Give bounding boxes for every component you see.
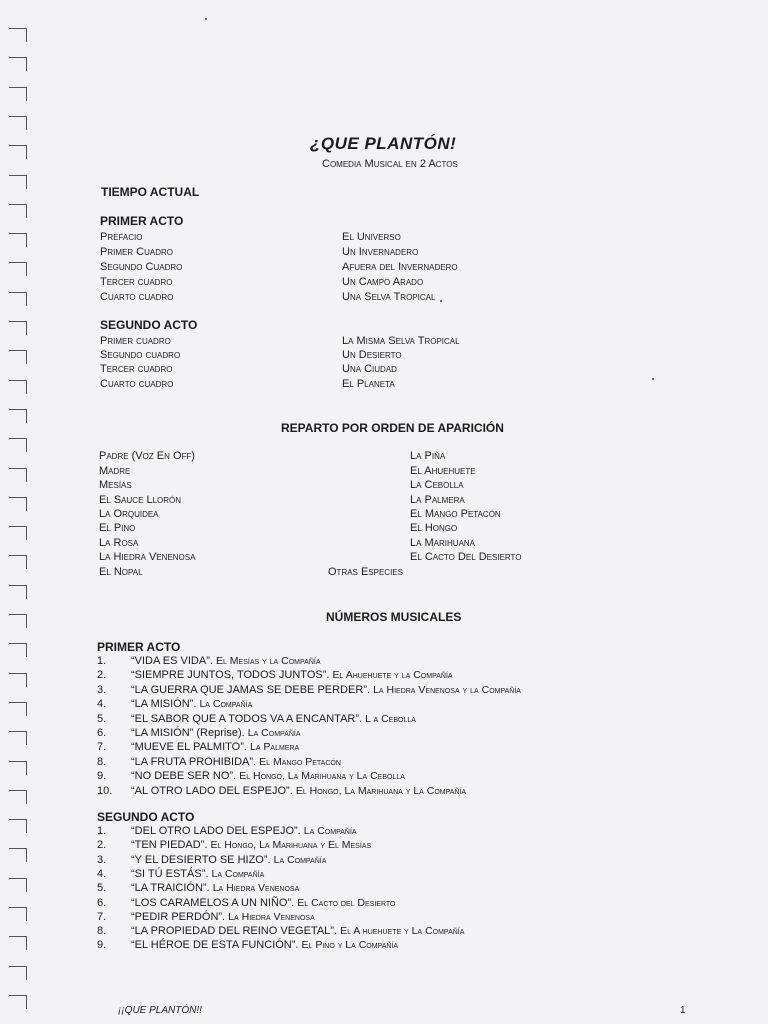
song-number: 5. <box>97 882 107 895</box>
binding-hole-mark <box>9 848 27 862</box>
song-performer: La Compañía <box>273 853 327 866</box>
scene-place: El Planeta <box>342 378 395 390</box>
song-row <box>131 741 299 753</box>
binding-hole-mark <box>9 175 27 189</box>
song-performer: El Hongo, La Marihuana y La Compañía <box>295 784 467 797</box>
song-performer: La Compañía <box>303 825 357 837</box>
song-number: 8. <box>97 755 107 768</box>
song-title: “EL SABOR QUE A TODOS VA A ENCANTAR”. <box>131 712 363 725</box>
scene-place: La Misma Selva Tropical <box>342 335 460 347</box>
page-title: ¿QUE PLANTÓN! <box>310 134 457 153</box>
scene-name: Primer Cuadro <box>100 246 174 258</box>
song-title: “EL HÉROE DE ESTA FUNCIÓN”. <box>131 939 299 952</box>
song-performer: La Compañía <box>199 698 253 711</box>
song-number: 3. <box>97 683 107 696</box>
binding-hole-mark <box>9 555 27 569</box>
scene-name: Tercer cuadro <box>100 276 173 288</box>
cast-heading: REPARTO POR ORDEN DE APARICIÓN <box>281 421 504 435</box>
song-number: 4. <box>97 867 107 880</box>
song-row <box>131 756 341 768</box>
song-number: 1. <box>97 655 107 667</box>
scene-name: Segundo cuadro <box>100 349 181 361</box>
scan-speck <box>205 18 207 20</box>
song-row <box>131 868 264 880</box>
scene-name: Primer cuadro <box>100 335 171 347</box>
binding-hole-mark <box>9 145 27 159</box>
cast-member: La Piña <box>410 450 446 462</box>
song-title: “AL OTRO LADO DEL ESPEJO”. <box>131 784 293 797</box>
cast-member: El Mango Petacón <box>410 508 501 520</box>
song-row <box>131 655 321 667</box>
cast-member: El Pino <box>99 522 136 534</box>
song-number: 9. <box>97 770 107 783</box>
cast-member: La Marihuana <box>410 537 476 549</box>
scene-name: Cuarto cuadro <box>100 291 174 303</box>
song-title: “DEL OTRO LADO DEL ESPEJO”. <box>131 825 301 837</box>
song-title: “LA PROPIEDAD DEL REINO VEGETAL”. <box>131 925 337 938</box>
song-row <box>131 939 398 951</box>
binding-hole-mark <box>9 28 27 42</box>
song-performer: El Mesías y la Compañía <box>215 655 321 667</box>
cast-member: El Nopal <box>99 566 143 578</box>
binding-hole-mark <box>9 966 27 980</box>
song-row <box>131 727 301 739</box>
binding-hole-mark <box>9 409 27 423</box>
song-row <box>131 911 315 923</box>
binding-hole-mark <box>9 614 27 628</box>
binding-hole-mark <box>9 468 27 482</box>
cast-member: El Ahuehuete <box>410 465 476 477</box>
scan-speck <box>652 378 654 380</box>
song-number: 6. <box>97 896 107 909</box>
act-2-heading: SEGUNDO ACTO <box>100 318 198 332</box>
cast-member: Otras Especies <box>328 566 403 578</box>
cast-member: La Cebolla <box>410 479 464 491</box>
scan-speck <box>440 300 442 302</box>
scene-place: Afuera del Invernadero <box>342 261 458 273</box>
scene-place: Un Campo Arado <box>342 276 424 288</box>
binding-hole-mark <box>9 116 27 130</box>
song-row <box>131 897 396 909</box>
song-title: “NO DEBE SER NO”. <box>131 770 237 783</box>
binding-hole-mark <box>9 936 27 950</box>
scene-place: Un Desierto <box>342 349 402 361</box>
binding-hole-mark <box>9 643 27 657</box>
binding-hole-mark <box>9 292 27 306</box>
song-performer: La Palmera <box>250 741 300 754</box>
song-row <box>131 825 357 837</box>
song-row <box>131 854 326 866</box>
song-number: 2. <box>97 839 107 852</box>
song-title: “MUEVE EL PALMITO”. <box>131 741 247 754</box>
song-title: “Y EL DESIERTO SE HIZO”. <box>131 853 271 866</box>
binding-hole-mark <box>9 995 27 1009</box>
song-title: “LOS CARAMELOS A UN NIÑO”. <box>131 896 295 909</box>
act-1-heading: PRIMER ACTO <box>100 214 184 228</box>
cast-member: El Sauce Llorón <box>99 494 182 506</box>
cast-member: El Cacto Del Desierto <box>410 551 522 563</box>
binding-hole-mark <box>9 57 27 71</box>
cast-member: Madre <box>99 465 131 477</box>
binding-hole-mark <box>9 204 27 218</box>
scene-name: Cuarto cuadro <box>100 378 174 390</box>
binding-hole-mark <box>9 761 27 775</box>
song-number: 6. <box>97 727 107 739</box>
song-row <box>131 770 405 782</box>
song-performer: El Hongo, La Marihuana y El Mesías <box>210 839 372 852</box>
binding-hole-mark <box>9 380 27 394</box>
cast-member: Mesías <box>99 479 132 491</box>
binding-hole-mark <box>9 585 27 599</box>
song-title: “VIDA ES VIDA”. <box>131 655 213 667</box>
song-performer: El Pino y La Compañía <box>301 939 399 952</box>
song-performer: La Hiedra Venenosa <box>228 910 315 923</box>
binding-hole-mark <box>9 526 27 540</box>
song-row <box>131 882 299 894</box>
song-performer: El A huehuete y La Compañía <box>340 925 465 938</box>
time-heading: TIEMPO ACTUAL <box>101 185 200 199</box>
song-row <box>131 839 371 851</box>
binding-hole-mark <box>9 790 27 804</box>
song-number: 4. <box>97 698 107 711</box>
song-number: 10. <box>97 784 113 797</box>
page-number: 1 <box>680 1005 686 1016</box>
cast-member: El Hongo <box>410 522 458 534</box>
cast-member: Padre (Voz En Off) <box>99 450 195 462</box>
page-subtitle: Comedia Musical en 2 Actos <box>322 158 458 170</box>
song-number: 7. <box>97 741 107 754</box>
footer-title: ¡¡QUE PLANTÓN!! <box>118 1005 202 1016</box>
cast-member: La Palmera <box>410 494 465 506</box>
song-performer: El Mango Petacón <box>259 755 341 768</box>
song-performer: La Compañía <box>211 867 265 880</box>
binding-hole-mark <box>9 87 27 101</box>
song-number: 8. <box>97 925 107 938</box>
binding-holes <box>0 0 34 1024</box>
song-performer: El Cacto del Desierto <box>297 896 396 909</box>
scene-place: El Universo <box>342 231 401 243</box>
scene-name: Tercer cuadro <box>100 363 173 375</box>
song-performer: L a Cebolla <box>365 712 416 725</box>
song-title: “LA MISIÓN” (Reprise). <box>131 727 245 739</box>
cast-member: La Orquidea <box>99 508 159 520</box>
binding-hole-mark <box>9 233 27 247</box>
song-title: “SI TÚ ESTÁS”. <box>131 867 209 880</box>
binding-hole-mark <box>9 878 27 892</box>
song-title: “LA MISIÓN”. <box>131 698 197 711</box>
music-act-2-heading: SEGUNDO ACTO <box>97 810 195 824</box>
binding-hole-mark <box>9 673 27 687</box>
cast-member: La Hiedra Venenosa <box>99 551 196 563</box>
song-number: 1. <box>97 825 107 837</box>
binding-hole-mark <box>9 262 27 276</box>
song-performer: La Hiedra Venenosa <box>212 882 300 895</box>
music-heading: NÚMEROS MUSICALES <box>326 610 462 624</box>
binding-hole-mark <box>9 702 27 716</box>
song-number: 3. <box>97 853 107 866</box>
song-number: 2. <box>97 669 107 682</box>
song-row <box>131 925 464 937</box>
scene-place: Una Ciudad <box>342 363 397 375</box>
cast-member: La Rosa <box>99 537 139 549</box>
binding-hole-mark <box>9 907 27 921</box>
song-performer: El Ahuehuete y la Compañía <box>332 669 453 682</box>
song-number: 5. <box>97 712 107 725</box>
song-performer: La Hiedra Venenosa y la Compañía <box>373 683 521 696</box>
scene-name: Segundo Cuadro <box>100 261 183 273</box>
song-title: “LA FRUTA PROHIBIDA”. <box>131 755 257 768</box>
song-row <box>131 669 453 681</box>
scene-name: Prefacio <box>100 231 143 243</box>
song-row <box>131 684 521 696</box>
binding-hole-mark <box>9 321 27 335</box>
song-row <box>131 698 252 710</box>
song-title: “TEN PIEDAD”. <box>131 839 208 852</box>
song-title: “LA TRAICIÓN”. <box>131 882 210 895</box>
binding-hole-mark <box>9 731 27 745</box>
song-number: 9. <box>97 939 107 952</box>
song-performer: El Hongo, La Marihuana y La Cebolla <box>239 770 405 783</box>
song-title: “PEDIR PERDÓN”. <box>131 910 226 923</box>
scene-place: Una Selva Tropical <box>342 291 436 303</box>
song-performer: La Compañía <box>247 727 301 739</box>
binding-hole-mark <box>9 819 27 833</box>
song-number: 7. <box>97 910 107 923</box>
scene-place: Un Invernadero <box>342 246 419 258</box>
song-row <box>131 785 466 797</box>
song-title: “SIEMPRE JUNTOS, TODOS JUNTOS”. <box>131 669 330 682</box>
binding-hole-mark <box>9 350 27 364</box>
song-row <box>131 713 416 725</box>
music-act-1-heading: PRIMER ACTO <box>97 640 181 654</box>
song-title: “LA GUERRA QUE JAMAS SE DEBE PERDER”. <box>131 683 371 696</box>
binding-hole-mark <box>9 497 27 511</box>
binding-hole-mark <box>9 438 27 452</box>
